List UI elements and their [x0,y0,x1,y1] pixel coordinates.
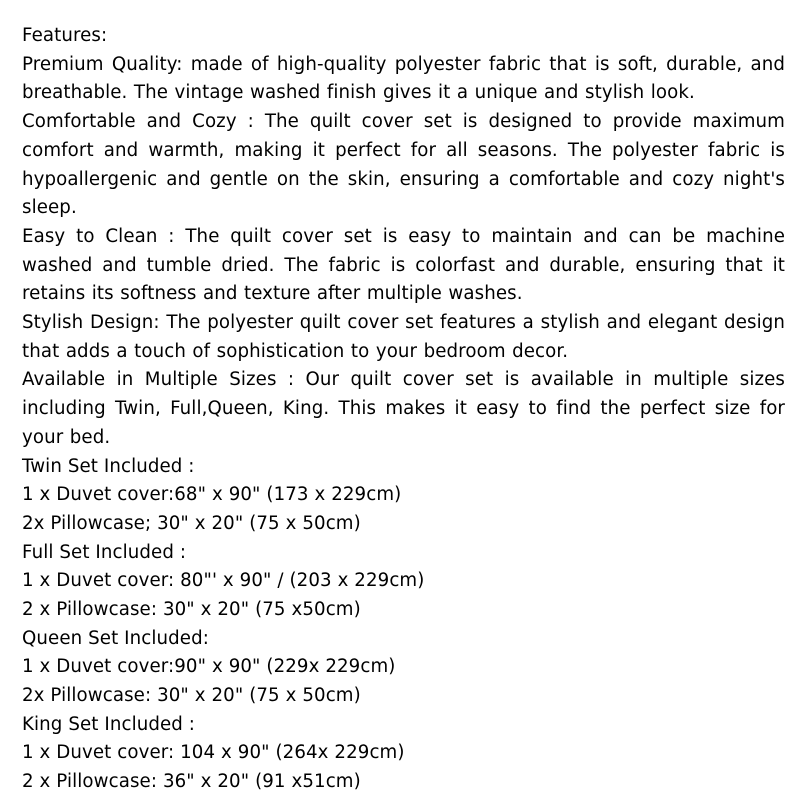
product-features-document [22,22,785,797]
twin-pillowcase-line: 2x Pillowcase; 30" x 20" (75 x 50cm) [22,512,361,534]
king-set-title: King Set Included : [22,713,196,735]
comfortable-cozy-paragraph: Comfortable and Cozy : The quilt cover set is designed to provide maximum comfort and warmth, making it perfect for all seasons. The polyester fabric is hypoallergenic and gentle on the skin, ensuring a comfortable and cozy night's sleep. [22,111,785,219]
multiple-sizes-paragraph: Available in Multiple Sizes : Our quilt cover set is available in multiple sizes including Twin, Full,Queen, King. This makes it easy to find the perfect size for your bed. [22,369,785,448]
queen-pillowcase-line: 2x Pillowcase: 30" x 20" (75 x 50cm) [22,685,361,707]
twin-duvet-line: 1 x Duvet cover:68" x 90" (173 x 229cm) [22,484,402,506]
full-set-title: Full Set Included : [22,541,187,563]
king-duvet-line: 1 x Duvet cover: 104 x 90" (264x 229cm) [22,742,405,764]
easy-to-clean-paragraph: Easy to Clean : The quilt cover set is easy to maintain and can be machine washed and tumble dried. The fabric is colorfast and durable, ensuring that it retains its softness and texture after multiple washes. [22,225,785,305]
stylish-design-paragraph: Stylish Design: The polyester quilt cover set features a stylish and elegant design that adds a touch of sophistication to your bedroom decor. [22,312,785,362]
queen-set-section [22,625,785,711]
twin-set-title: Twin Set Included : [22,455,195,477]
premium-quality-paragraph: Premium Quality: made of high-quality polyester fabric that is soft, durable, and breathable. The vintage washed finish gives it a unique and stylish look. [22,53,785,104]
full-duvet-line: 1 x Duvet cover: 80"' x 90" / (203 x 229cm) [22,570,425,592]
king-pillowcase-line: 2 x Pillowcase: 36" x 20" (91 x51cm) [22,771,361,793]
full-set-section [22,539,785,625]
features-heading: Features: [22,25,108,46]
queen-set-title: Queen Set Included: [22,627,209,649]
king-set-section [22,711,785,797]
twin-set-section [22,453,785,539]
full-pillowcase-line: 2 x Pillowcase: 30" x 20" (75 x50cm) [22,598,361,620]
queen-duvet-line: 1 x Duvet cover:90" x 90" (229x 229cm) [22,656,396,678]
